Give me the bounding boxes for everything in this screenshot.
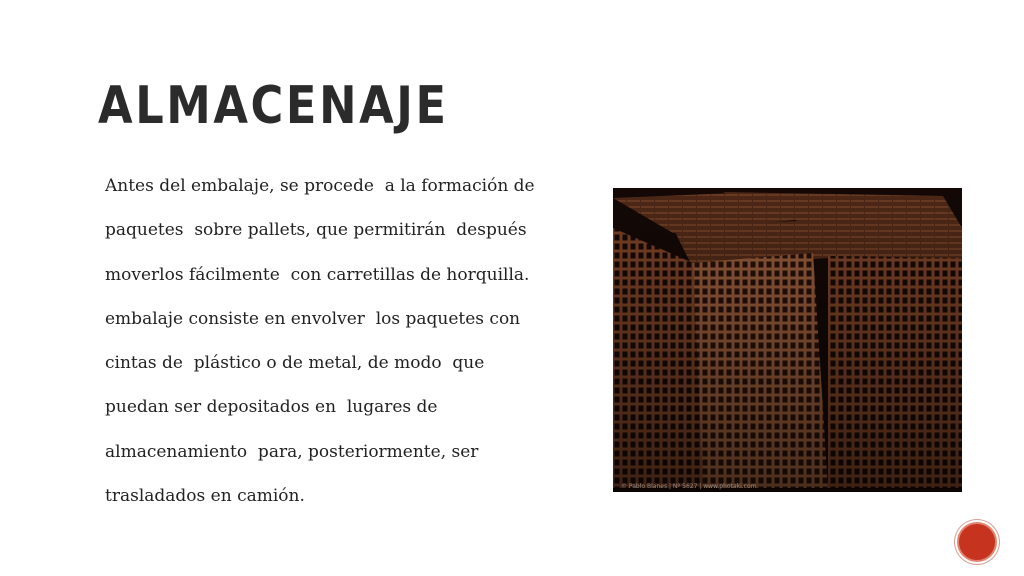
body-line: embalaje consiste en envolver los paquetes con	[105, 308, 521, 329]
body-line: trasladados en camión.	[105, 486, 305, 507]
brick-stacks-photo	[613, 188, 962, 492]
brick-stacks-illustration	[613, 188, 962, 492]
body-line: paquetes sobre pallets, que permitirán después	[105, 220, 527, 241]
page-number-badge	[957, 522, 997, 562]
body-line: puedan ser depositados en lugares de	[105, 397, 438, 418]
body-text	[105, 171, 575, 525]
body-line: Antes del embalaje, se procede a la formación de	[105, 176, 535, 196]
slide-title: ALMACENAJE	[98, 76, 449, 136]
body-line: moverlos fácilmente con carretillas de horquilla.	[105, 264, 530, 285]
body-line: almacenamiento para, posteriormente, ser	[105, 441, 479, 462]
photo-credit: © Pablo Blanes | Nº 5627 | www.photaki.com	[621, 483, 757, 490]
body-line: cintas de plástico o de metal, de modo que	[105, 353, 485, 374]
